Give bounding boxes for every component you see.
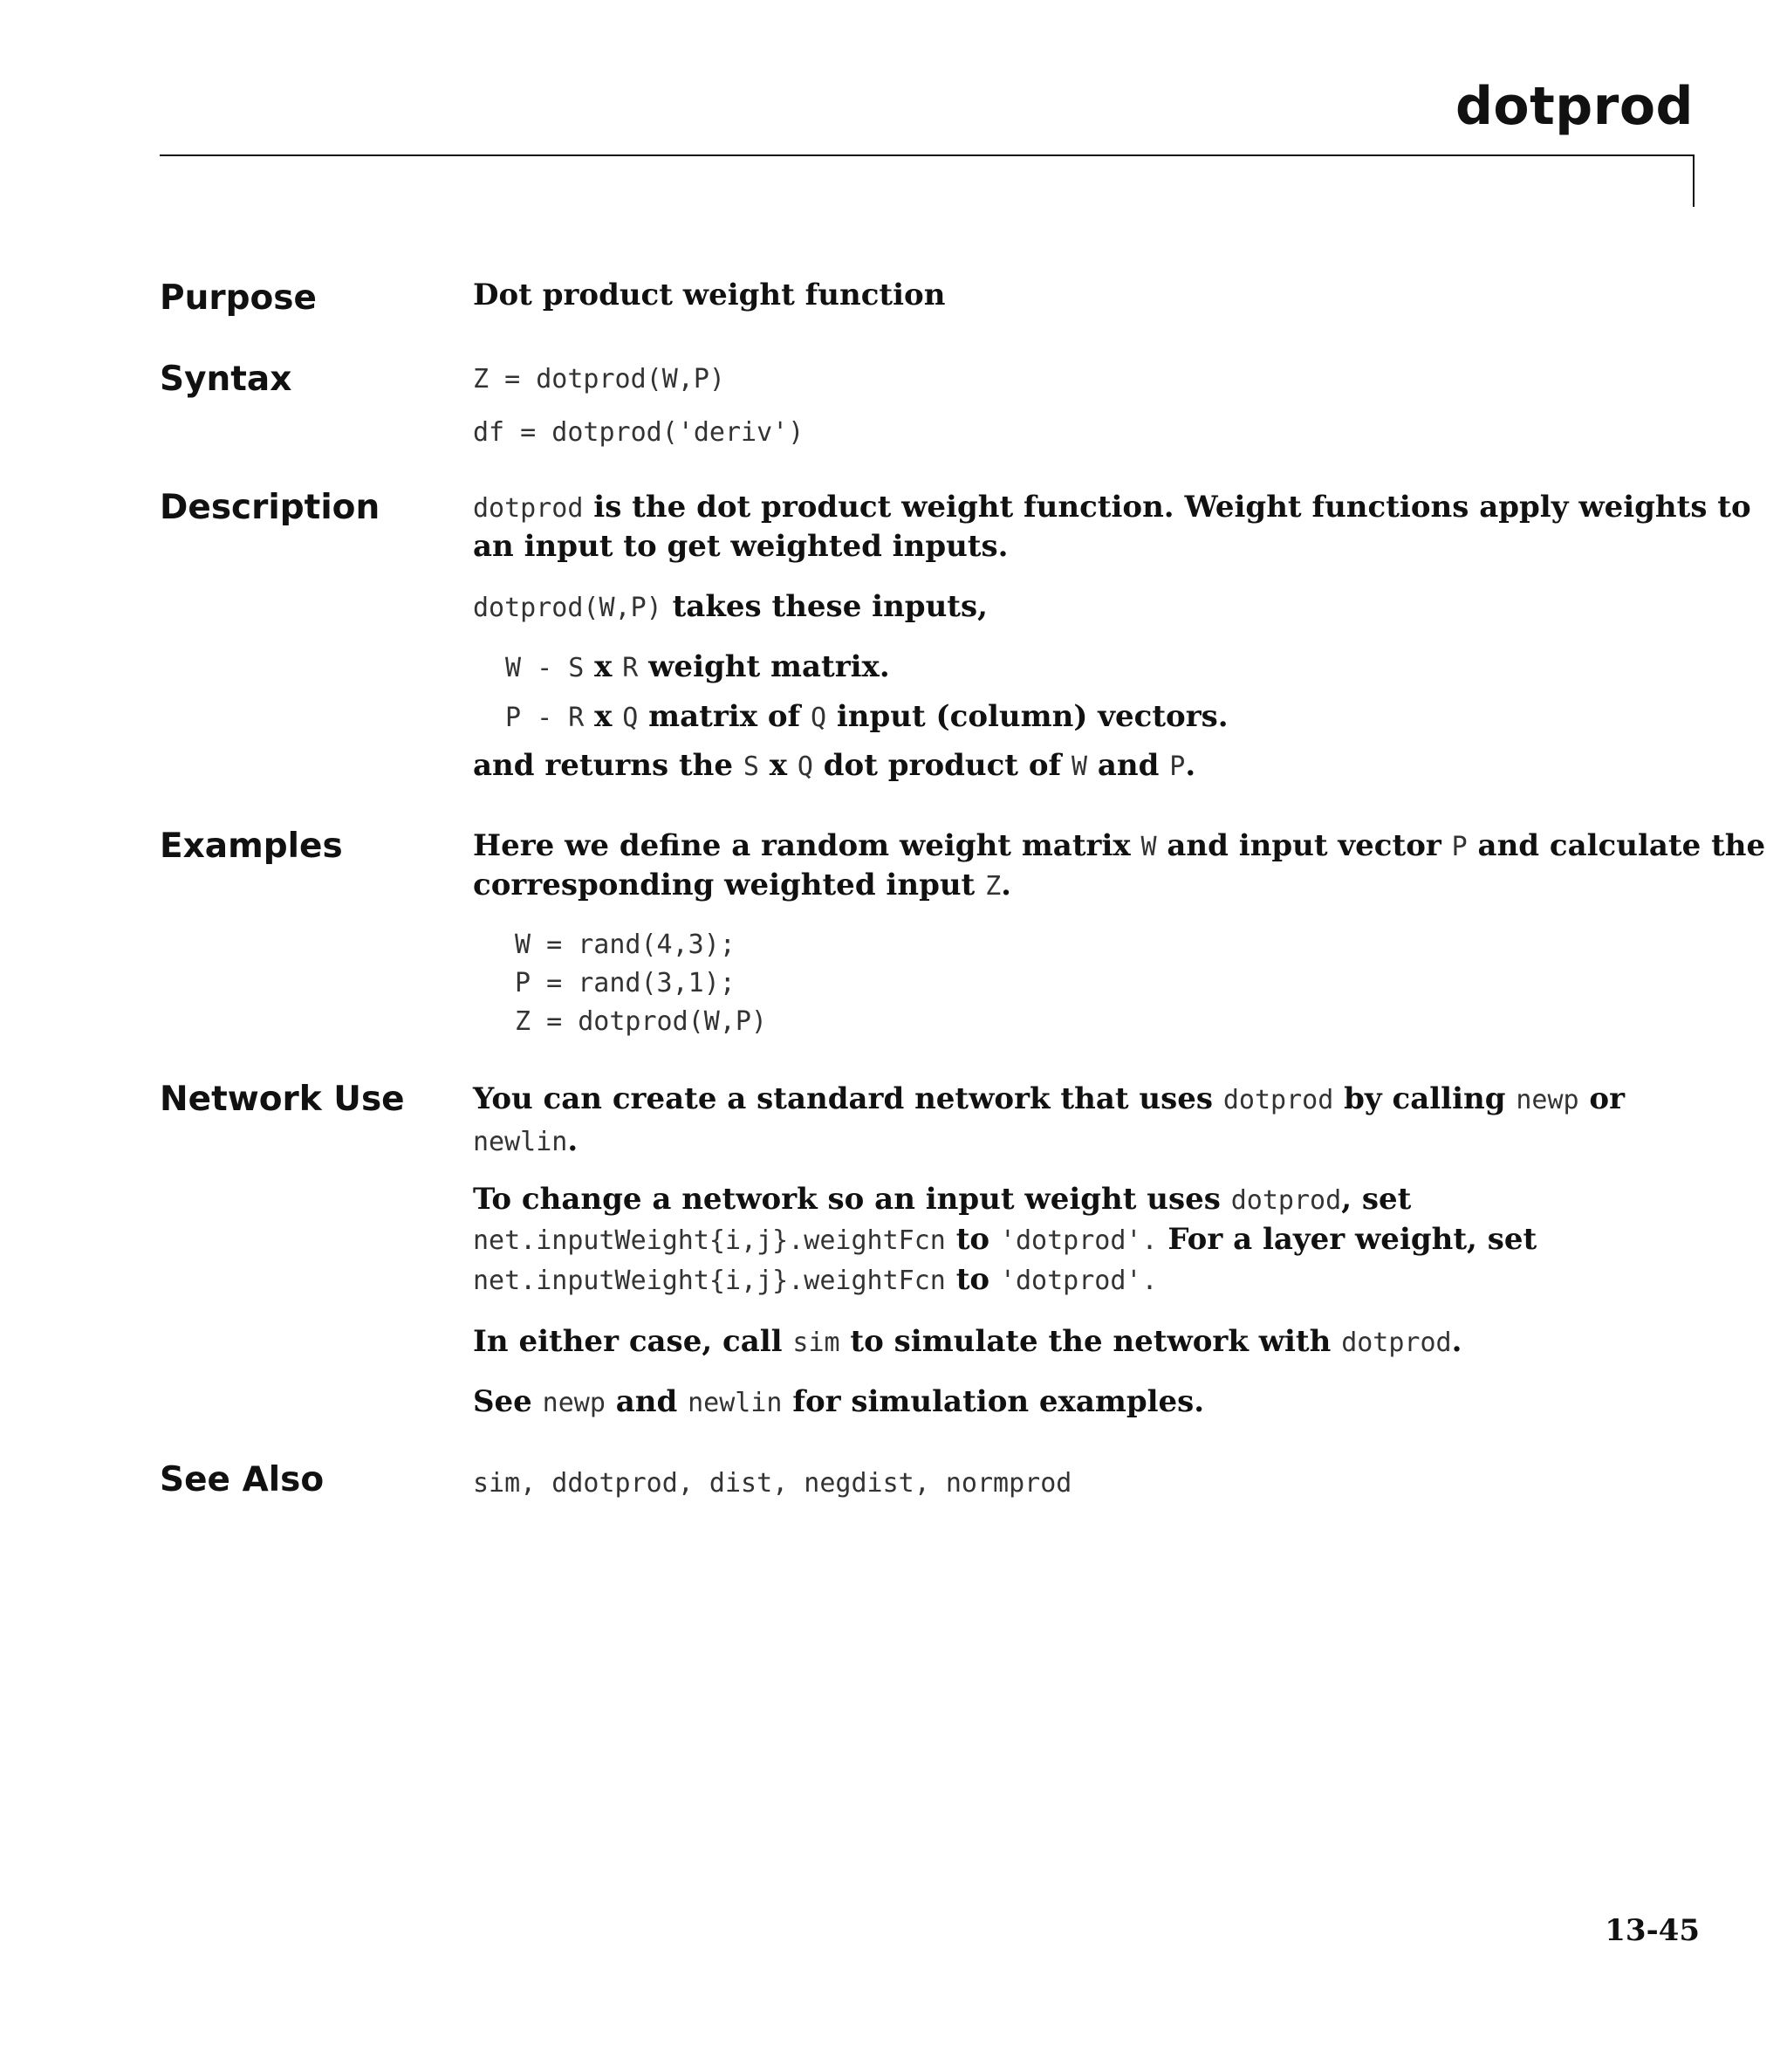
syntax-heading: Syntax bbox=[160, 360, 292, 399]
network-use-paragraph-2-line-3: net.inputWeight{i,j}.weightFcn to 'dotprod'. bbox=[473, 1262, 1158, 1297]
examples-paragraph-cont: corresponding weighted input Z. bbox=[473, 868, 1012, 902]
description-heading: Description bbox=[160, 488, 380, 527]
purpose-heading: Purpose bbox=[160, 278, 317, 318]
network-use-paragraph-2: To change a network so an input weight uses dotprod, set bbox=[473, 1182, 1412, 1217]
example-code-line-2: P = rand(3,1); bbox=[515, 968, 736, 998]
input-p-item: P - R x Q matrix of Q input (column) vectors. bbox=[505, 699, 1229, 734]
network-use-paragraph-1: You can create a standard network that uses dotprod by calling newp or bbox=[473, 1081, 1626, 1116]
page-number: 13-45 bbox=[1605, 1913, 1700, 1948]
examples-heading: Examples bbox=[160, 827, 343, 866]
purpose-text: Dot product weight function bbox=[473, 278, 946, 312]
see-also-links: sim, ddotprod, dist, negdist, normprod bbox=[473, 1468, 1072, 1499]
network-use-paragraph-1-cont: newlin. bbox=[473, 1123, 579, 1158]
network-use-paragraph-2-line-2: net.inputWeight{i,j}.weightFcn to 'dotprod'. For a layer weight, set bbox=[473, 1222, 1537, 1257]
code-dotprod: dotprod bbox=[473, 493, 584, 524]
description-paragraph-2: dotprod(W,P) takes these inputs, bbox=[473, 589, 988, 624]
description-returns: and returns the S x Q dot product of W and P. bbox=[473, 748, 1196, 783]
header-rule bbox=[160, 154, 1694, 156]
see-also-heading: See Also bbox=[160, 1460, 325, 1499]
examples-paragraph: Here we define a random weight matrix W and input vector P and calculate the bbox=[473, 828, 1766, 863]
example-code-line-1: W = rand(4,3); bbox=[515, 930, 736, 960]
network-use-paragraph-3: In either case, call sim to simulate the network with dotprod. bbox=[473, 1324, 1462, 1359]
network-use-heading: Network Use bbox=[160, 1080, 405, 1119]
input-w-item: W - S x R weight matrix. bbox=[505, 649, 890, 684]
syntax-line-1: Z = dotprod(W,P) bbox=[473, 364, 725, 395]
example-code-line-3: Z = dotprod(W,P) bbox=[515, 1006, 767, 1037]
syntax-line-2: df = dotprod('deriv') bbox=[473, 417, 804, 448]
header-rule-tick bbox=[1693, 154, 1695, 207]
page-title: dotprod bbox=[1455, 76, 1694, 137]
description-paragraph-1-cont: an input to get weighted inputs. bbox=[473, 529, 1009, 564]
description-paragraph-1: dotprod is the dot product weight function. Weight functions apply weights to bbox=[473, 490, 1751, 525]
network-use-paragraph-4: See newp and newlin for simulation examples. bbox=[473, 1384, 1205, 1419]
